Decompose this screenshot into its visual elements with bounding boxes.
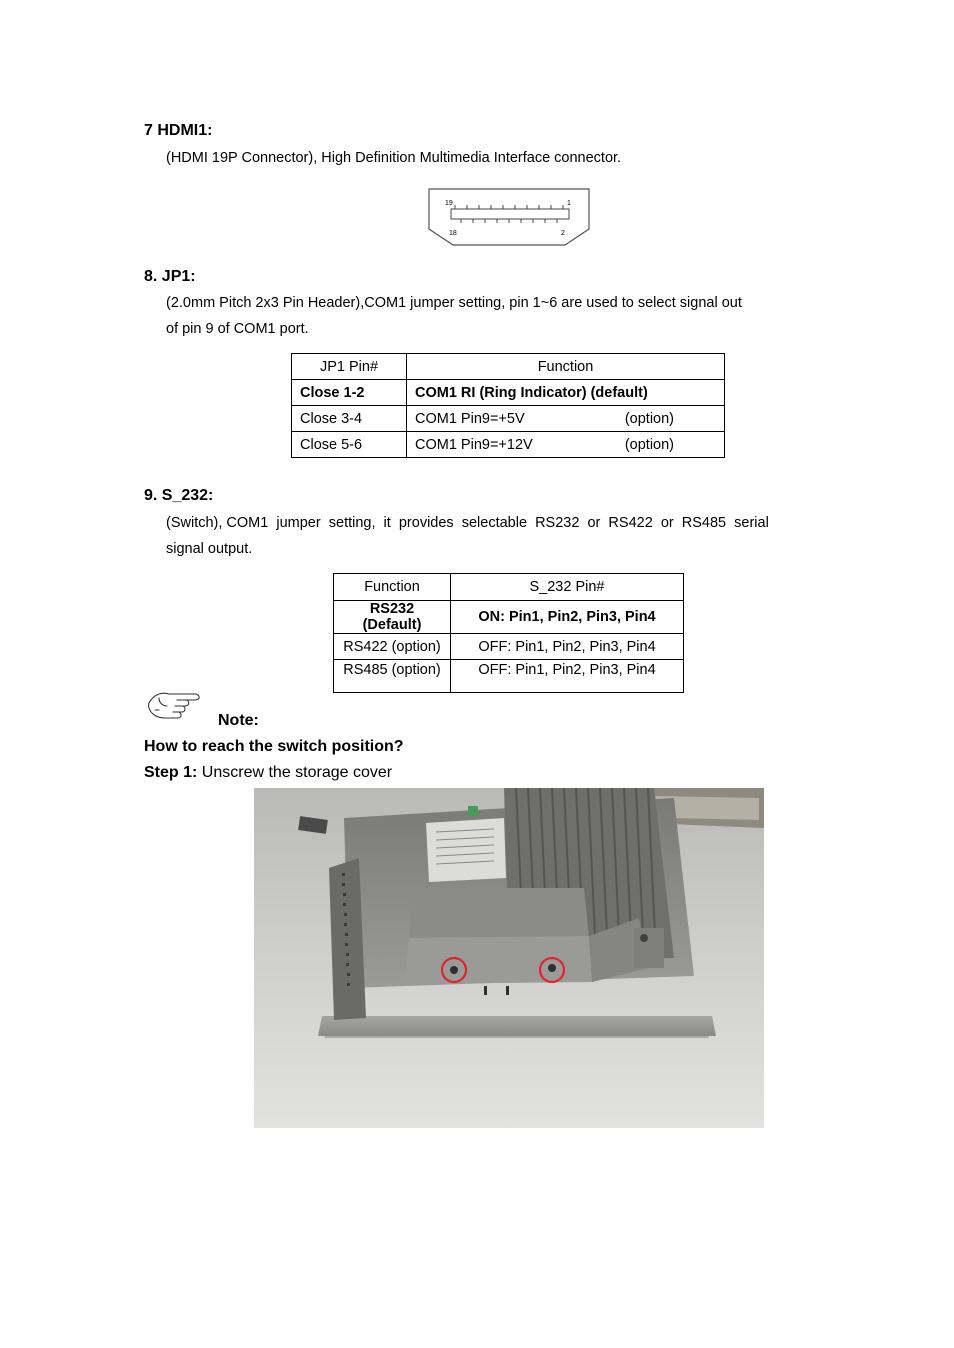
table-cell-function	[407, 432, 725, 458]
hdmi-pin-label-18: 18	[449, 230, 457, 237]
table-cell-function: RS422 (option)	[334, 634, 451, 660]
jp1-description-line1: (2.0mm Pitch 2x3 Pin Header),COM1 jumper setting, pin 1~6 are used to select signal out	[166, 295, 742, 311]
table-cell-pin: Close 3-4	[292, 406, 407, 432]
table-cell-pins: ON: Pin1, Pin2, Pin3, Pin4	[451, 601, 684, 634]
hdmi-pin-label-19: 19	[445, 200, 453, 207]
note-question: How to reach the switch position?	[144, 738, 404, 755]
function-text: COM1 Pin9=+12V	[415, 436, 533, 453]
hdmi-connector-diagram	[425, 185, 593, 249]
table-header-cell: Function	[407, 354, 725, 380]
jp1-description-line2: of pin 9 of COM1 port.	[166, 321, 309, 337]
table-cell-pins: OFF: Pin1, Pin2, Pin3, Pin4	[451, 634, 684, 660]
step-label: Step 1:	[144, 764, 198, 781]
table-cell-function: RS485 (option)	[334, 660, 451, 693]
table-row	[334, 634, 684, 660]
table-header-cell: JP1 Pin#	[292, 354, 407, 380]
step-1-line	[144, 764, 392, 782]
table-row	[292, 432, 725, 458]
table-header-row	[292, 354, 725, 380]
jp1-table	[291, 353, 725, 458]
table-cell-function: COM1 RI (Ring Indicator) (default)	[407, 380, 725, 406]
table-row	[292, 406, 725, 432]
step-text: Unscrew the storage cover	[197, 764, 393, 781]
table-cell-pin: Close 1-2	[292, 380, 407, 406]
s232-table	[333, 573, 684, 693]
function-text: COM1 Pin9=+5V	[415, 410, 525, 427]
option-text: (option)	[624, 436, 674, 453]
note-label: Note:	[218, 712, 259, 729]
hdmi-heading: 7 HDMI1:	[144, 122, 213, 139]
table-cell-pins: OFF: Pin1, Pin2, Pin3, Pin4	[451, 660, 684, 693]
device-photo	[254, 788, 764, 1128]
table-row	[334, 660, 684, 693]
option-text: (option)	[624, 410, 674, 427]
hdmi-pin-label-2: 2	[561, 230, 565, 237]
table-cell-pin: Close 5-6	[292, 432, 407, 458]
table-header-cell: Function	[334, 574, 451, 601]
hdmi-pin-label-1: 1	[567, 200, 571, 207]
s232-description-line1: (Switch), COM1 jumper setting, it provides selectable RS232 or RS422 or RS485 serial	[166, 515, 769, 531]
table-header-row	[334, 574, 684, 601]
s232-description-line2: signal output.	[166, 541, 253, 557]
table-cell-function: RS232 (Default)	[334, 601, 451, 634]
pointing-hand-icon	[145, 686, 203, 728]
table-row	[334, 601, 684, 634]
s232-heading: 9. S_232:	[144, 487, 214, 504]
table-row	[292, 380, 725, 406]
hdmi-description: (HDMI 19P Connector), High Definition Multimedia Interface connector.	[166, 150, 622, 166]
table-cell-function	[407, 406, 725, 432]
jp1-heading: 8. JP1:	[144, 268, 196, 285]
table-header-cell: S_232 Pin#	[451, 574, 684, 601]
